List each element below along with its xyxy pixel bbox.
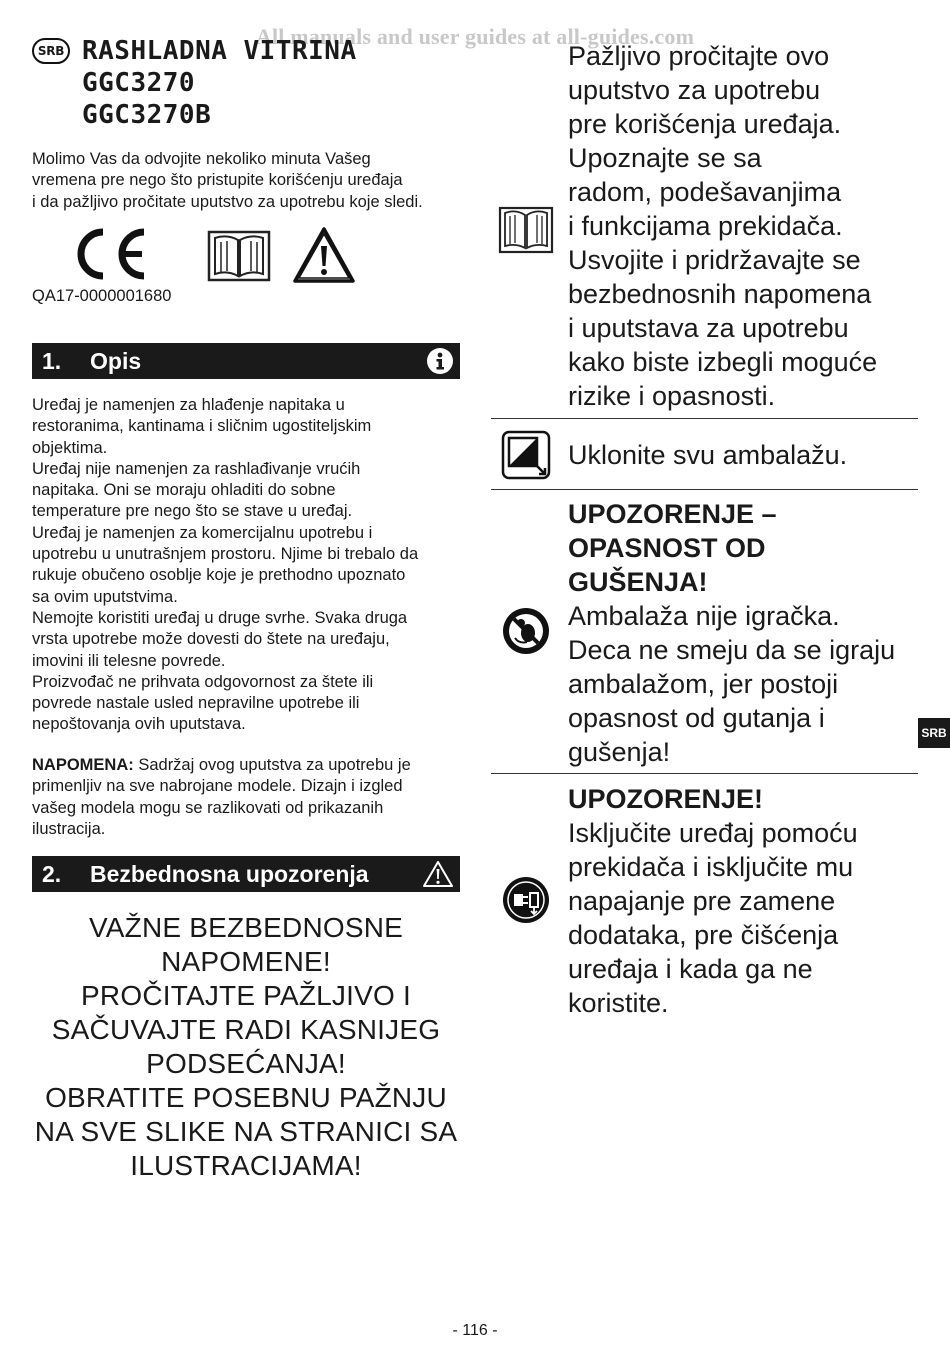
section-number: 1. xyxy=(42,347,62,374)
product-title: RASHLADNA VITRINA xyxy=(82,36,357,66)
warning-triangle-icon xyxy=(292,226,356,289)
remove-packaging-text: Uklonite svu ambalažu. xyxy=(568,440,848,470)
page-number: - 116 - xyxy=(452,1322,498,1339)
manual-book-icon xyxy=(207,228,271,289)
note-text: NAPOMENA: Sadržaj ovog uputstva za upotrebu je primenljiv na sve nabrojane modele. Dizajn i izgled vašeg modela mogu se razlikovati od prikazanih ilustracija. xyxy=(32,756,411,838)
section-title: Bezbednosna upozorenja xyxy=(90,860,369,887)
language-side-tab: SRB xyxy=(918,718,950,748)
important-safety-notice: VAŽNE BEZBEDNOSNE NAPOMENE! PROČITAJTE PAŽLJIVO I SAČUVAJTE RADI KASNIJEG PODSEĆANJA! OBRATITE POSEBNU PAŽNJU NA SVE SLIKE NA STRANICI SA ILUSTRACIJAMA! xyxy=(34,912,458,1181)
section-2-header xyxy=(32,856,460,892)
read-manual-text: Pažljivo pročitajte ovo uputstvo za upotrebu pre korišćenja uređaja. Upoznajte se sa radom, podešavanjima i funkcijama prekidača. Usvojite i pridržavajte se bezbednosnih napomena i uputstava za upotrebu kako biste izbegli moguće rizike i opasnosti. xyxy=(568,41,878,411)
model-number-1: GGC3270 xyxy=(82,68,196,98)
section-1-header xyxy=(32,343,460,379)
ce-mark-icon xyxy=(70,226,148,287)
document-code: QA17-0000001680 xyxy=(32,287,172,305)
unplug-icon xyxy=(501,875,551,930)
unplug-warning: UPOZORENJE! Isključite uređaj pomoću prekidača i isključite mu napajanje pre zamene dodataka, pre čišćenja uređaja i kada ga ne koristite. xyxy=(568,784,858,1018)
warning-icon xyxy=(422,860,454,894)
divider xyxy=(491,489,918,490)
no-children-packaging-icon xyxy=(501,606,551,661)
note-label: NAPOMENA: xyxy=(32,756,134,774)
intro-text: Molimo Vas da odvojite nekoliko minuta Vašeg vremena pre nego što pristupite korišćenju uređaja i da pažljivo pročitate uputstvo za upotrebu koje sledi. xyxy=(32,150,423,211)
divider xyxy=(491,418,918,419)
description-text: Uređaj je namenjen za hlađenje napitaka u restoranima, kantinama i sličnim ugostiteljskim objektima. Uređaj nije namenjen za rashlađivanje vrućih napitaka. Oni se moraju ohladiti do sobne temperature pre nego što se stave u uređaj. Uređaj je namenjen za komercijalnu upotrebu i upotrebu u unutrašnjem prostoru. Njime bi trebalo da rukuje obučeno osoblje koje je prethodno upoznato sa ovim uputstvima. Nemojte koristiti uređaj u druge svrhe. Svaka druga vrsta upotrebe može dovesti do štete na uređaju, imovini ili telesne povrede. Proizvođač ne prihvata odgovornost za štete ili povrede nastale usled nepravilne upotrebe ili nepoštovanja ovih uputstava. xyxy=(32,396,419,734)
info-icon xyxy=(426,347,454,381)
model-number-2: GGC3270B xyxy=(82,100,212,130)
language-badge: SRB xyxy=(32,38,70,64)
suffocation-warning: UPOZORENJE – OPASNOST OD GUŠENJA! Ambalaža nije igračka. Deca ne smeju da se igraju ambalažom, jer postoji opasnost od gutanja i gušenja! xyxy=(568,499,896,767)
remove-packaging-icon xyxy=(501,430,551,485)
section-number: 2. xyxy=(42,860,62,887)
divider xyxy=(491,773,918,774)
watermark: All manuals and user guides at all-guides.com xyxy=(255,24,695,49)
section-title: Opis xyxy=(90,347,142,374)
manual-book-icon xyxy=(498,205,554,260)
